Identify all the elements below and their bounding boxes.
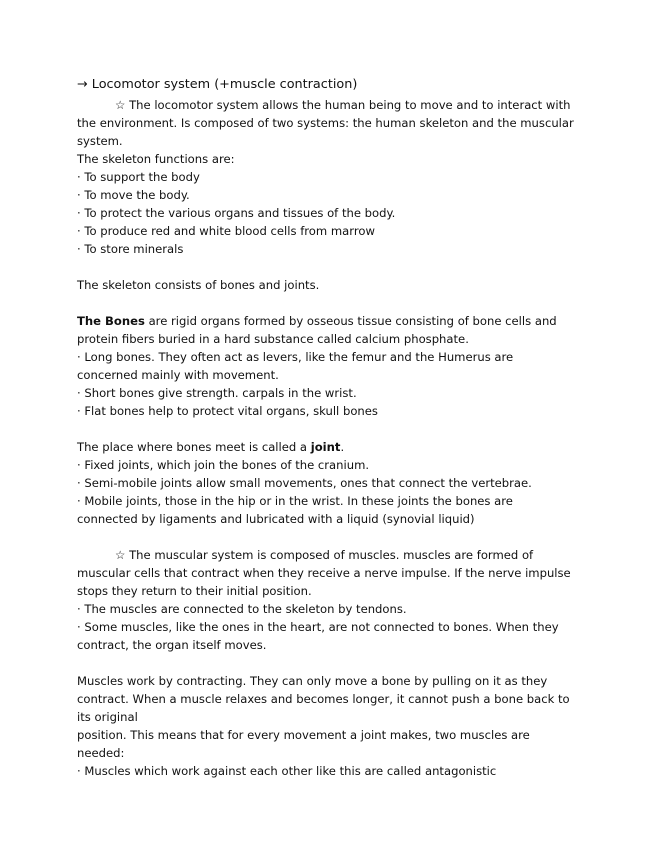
- list-item: · Long bones. They often act as levers, like the femur and the Humerus are concerned mainly with movement.: [77, 350, 514, 382]
- list-item: · Mobile joints, those in the hip or in the wrist. In these joints the bones are connected by ligaments and lubricated with a liquid (synovial liquid): [77, 494, 513, 526]
- spacer: [77, 294, 577, 312]
- list-item: · Some muscles, like the ones in the heart, are not connected to bones. When they contract, the organ itself moves.: [77, 620, 559, 652]
- list-item: · To move the body.: [77, 188, 190, 202]
- list-item: · Semi-mobile joints allow small movements, ones that connect the vertebrae.: [77, 476, 532, 490]
- spacer: [77, 420, 577, 438]
- joint-paragraph: [77, 438, 577, 456]
- document-body: [77, 76, 577, 780]
- bones-description: are rigid organs formed by osseous tissue consisting of bone cells and protein fibers buried in a hard substance called calcium phosphate.: [77, 314, 557, 346]
- joint-post: .: [340, 440, 345, 454]
- bones-paragraph: [77, 312, 577, 348]
- joint-pre: The place where bones meet is called a: [77, 440, 311, 454]
- section-heading: → Locomotor system (+muscle contraction): [77, 77, 358, 92]
- spacer: [77, 654, 577, 672]
- list-item: · The muscles are connected to the skeleton by tendons.: [77, 602, 407, 616]
- skeleton-functions-title: The skeleton functions are:: [77, 152, 235, 166]
- list-item: · Flat bones help to protect vital organs, skull bones: [77, 404, 378, 418]
- spacer: [77, 528, 577, 546]
- joint-term: joint: [310, 440, 341, 454]
- contracting-paragraph-continued: position. This means that for every movement a joint makes, two muscles are needed:: [77, 728, 530, 760]
- intro-paragraph: ☆ The locomotor system allows the human being to move and to interact with the environment. Is composed of two systems: the human skeleton and the muscular system.: [77, 98, 574, 148]
- list-item: · To support the body: [77, 170, 200, 184]
- list-item: · To store minerals: [77, 242, 184, 256]
- list-item: · To produce red and white blood cells from marrow: [77, 224, 375, 238]
- list-item: · Fixed joints, which join the bones of the cranium.: [77, 458, 370, 472]
- list-item: · To protect the various organs and tissues of the body.: [77, 206, 396, 220]
- muscular-intro-paragraph: ☆ The muscular system is composed of muscles. muscles are formed of muscular cells that contract when they receive a nerve impulse. If the nerve impulse stops they return to their initial position.: [77, 548, 571, 598]
- list-item: · Short bones give strength. carpals in the wrist.: [77, 386, 357, 400]
- bones-term: The Bones: [77, 314, 145, 328]
- skeleton-consists-paragraph: The skeleton consists of bones and joints.: [77, 278, 320, 292]
- contracting-paragraph: Muscles work by contracting. They can only move a bone by pulling on it as they contract. When a muscle relaxes and becomes longer, it cannot push a bone back to its original: [77, 674, 570, 724]
- list-item: · Muscles which work against each other like this are called antagonistic: [77, 764, 497, 778]
- spacer: [77, 258, 577, 276]
